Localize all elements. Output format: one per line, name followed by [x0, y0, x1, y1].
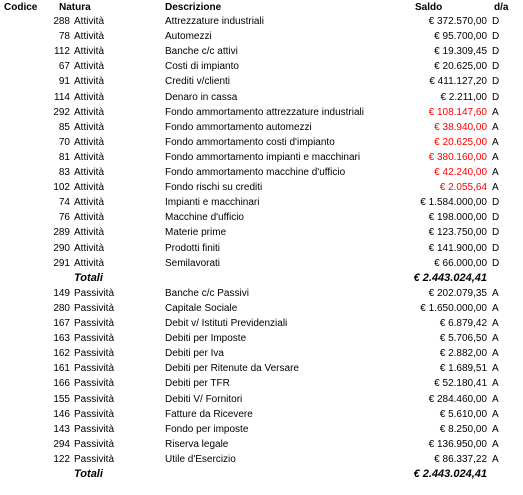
table-row	[0, 14, 523, 29]
totali-saldo: € 2.443.024,41	[413, 271, 487, 284]
header-codice: Codice	[4, 2, 38, 13]
table-row	[0, 331, 523, 346]
totali-label: Totali	[74, 468, 103, 480]
row-natura: Attività	[74, 257, 105, 269]
row-saldo: € 52.180,41	[434, 378, 487, 390]
row-natura: Attività	[74, 197, 105, 209]
row-natura: Attività	[74, 46, 105, 58]
row-natura: Attività	[74, 136, 105, 148]
row-codice: 292	[53, 106, 70, 118]
table-row	[0, 180, 523, 195]
table-row	[0, 452, 523, 467]
row-saldo: € 5.706,50	[439, 333, 487, 345]
totali-attivita-row	[0, 271, 523, 286]
table-row	[0, 301, 523, 316]
row-descrizione: Impianti e macchinari	[165, 197, 260, 209]
row-descrizione: Debiti per Ritenute da Versare	[165, 363, 299, 375]
row-descrizione: Fondo per imposte	[165, 423, 249, 435]
row-natura: Attività	[74, 212, 105, 224]
totali-saldo: € 2.443.024,41	[413, 468, 487, 480]
header-saldo: Saldo	[415, 2, 443, 13]
row-natura: Attività	[74, 91, 105, 103]
row-codice: 149	[53, 287, 70, 299]
row-saldo: € 1.584.000,00	[420, 197, 487, 209]
row-saldo: € 6.879,42	[439, 318, 487, 329]
row-saldo: € 380.160,00	[428, 151, 487, 163]
table-row	[0, 286, 523, 301]
row-saldo: € 2.882,00	[439, 348, 487, 360]
row-saldo: € 1.650.000,00	[420, 302, 487, 314]
row-codice: 76	[58, 212, 70, 224]
row-da: A	[492, 167, 499, 178]
row-da: A	[492, 287, 499, 299]
row-da: A	[492, 121, 499, 133]
row-saldo: € 202.079,35	[428, 287, 487, 299]
row-codice: 74	[58, 197, 70, 209]
row-descrizione: Debiti V/ Fornitori	[165, 393, 243, 405]
table-row	[0, 150, 523, 165]
row-da: D	[492, 31, 500, 43]
row-natura: Attività	[74, 167, 105, 178]
table-row	[0, 422, 523, 437]
row-da: A	[492, 378, 499, 390]
row-descrizione: Crediti v/clienti	[165, 76, 231, 88]
row-da: A	[492, 363, 499, 375]
row-saldo: € 372.570,00	[428, 16, 487, 27]
row-natura: Attività	[74, 61, 105, 73]
row-da: A	[492, 423, 499, 435]
row-saldo: € 20.625,00	[434, 61, 487, 73]
row-natura: Attività	[74, 151, 105, 163]
row-natura: Passività	[74, 378, 115, 390]
row-natura: Passività	[74, 363, 115, 375]
row-codice: 155	[53, 393, 70, 405]
row-descrizione: Debit v/ Istituti Previdenziali	[165, 318, 288, 329]
row-saldo: € 38.940,00	[434, 121, 487, 133]
table-row	[0, 361, 523, 376]
row-descrizione: Capitale Sociale	[165, 302, 238, 314]
row-natura: Passività	[74, 318, 115, 329]
row-natura: Passività	[74, 438, 115, 450]
table-row	[0, 105, 523, 120]
row-descrizione: Debiti per Iva	[165, 348, 224, 360]
row-natura: Attività	[74, 182, 105, 194]
row-natura: Attività	[74, 106, 105, 118]
row-natura: Passività	[74, 423, 115, 435]
row-natura: Passività	[74, 287, 115, 299]
row-descrizione: Fondo rischi su crediti	[165, 182, 263, 194]
row-codice: 70	[58, 136, 70, 148]
row-da: A	[492, 106, 499, 118]
row-codice: 291	[53, 257, 70, 269]
row-natura: Passività	[74, 393, 115, 405]
row-natura: Passività	[74, 408, 115, 420]
row-descrizione: Debiti per TFR	[165, 378, 230, 390]
row-descrizione: Utile d'Esercizio	[165, 453, 236, 465]
row-codice: 167	[53, 318, 70, 329]
row-da: A	[492, 453, 499, 465]
row-saldo: € 108.147,60	[428, 106, 487, 118]
table-row	[0, 225, 523, 240]
row-da: A	[492, 318, 499, 329]
row-da: D	[492, 212, 500, 224]
row-saldo: € 19.309,45	[434, 46, 487, 58]
row-saldo: € 66.000,00	[434, 257, 487, 269]
row-natura: Attività	[74, 76, 105, 88]
table-row	[0, 44, 523, 59]
row-natura: Attività	[74, 227, 105, 239]
row-da: A	[492, 333, 499, 345]
row-saldo: € 284.460,00	[428, 393, 487, 405]
row-descrizione: Denaro in cassa	[165, 91, 238, 103]
table-row	[0, 59, 523, 74]
row-descrizione: Fondo ammortamento attrezzature industriali	[165, 106, 364, 118]
row-da: D	[492, 61, 500, 73]
row-codice: 162	[53, 348, 70, 360]
row-descrizione: Costi di impianto	[165, 61, 239, 73]
table-row	[0, 74, 523, 89]
row-codice: 67	[58, 61, 70, 73]
row-da: A	[492, 302, 499, 314]
row-saldo: € 411.127,20	[429, 76, 487, 88]
row-codice: 102	[53, 182, 70, 194]
row-da: A	[492, 348, 499, 360]
row-da: A	[492, 182, 499, 194]
row-da: A	[492, 136, 499, 148]
table-row	[0, 135, 523, 150]
row-saldo: € 198.000,00	[428, 212, 487, 224]
row-descrizione: Semilavorati	[165, 257, 221, 269]
row-saldo: € 42.240,00	[434, 167, 487, 178]
row-da: D	[492, 197, 500, 209]
row-da: A	[492, 393, 499, 405]
table-row	[0, 407, 523, 422]
row-saldo: € 86.337,22	[434, 453, 487, 465]
table-row	[0, 195, 523, 210]
table-row	[0, 437, 523, 452]
row-descrizione: Automezzi	[165, 31, 212, 43]
table-row	[0, 210, 523, 225]
row-natura: Attività	[74, 242, 105, 254]
header-row	[0, 0, 523, 15]
table-row	[0, 241, 523, 256]
table-row	[0, 90, 523, 105]
row-codice: 143	[53, 423, 70, 435]
table-row	[0, 392, 523, 407]
row-descrizione: Fondo ammortamento impianti e macchinari	[165, 151, 361, 163]
row-saldo: € 1.689,51	[439, 363, 487, 375]
row-saldo: € 123.750,00	[428, 227, 487, 239]
row-codice: 166	[53, 378, 70, 390]
table-row	[0, 256, 523, 271]
row-natura: Attività	[74, 121, 105, 133]
row-da: A	[492, 408, 499, 420]
row-da: D	[492, 76, 500, 88]
row-codice: 280	[53, 302, 70, 314]
row-da: D	[492, 242, 500, 254]
row-natura: Attività	[74, 16, 105, 27]
row-codice: 81	[58, 151, 70, 163]
row-saldo: € 136.950,00	[428, 438, 487, 450]
row-saldo: € 2.211,00	[440, 91, 487, 103]
totali-passivita-row	[0, 467, 523, 482]
row-da: D	[492, 91, 500, 103]
row-descrizione: Prodotti finiti	[165, 242, 221, 254]
row-saldo: € 20.625,00	[434, 136, 487, 148]
row-saldo: € 2.055,64	[439, 182, 487, 194]
row-codice: 78	[58, 31, 70, 43]
row-saldo: € 95.700,00	[434, 31, 487, 43]
row-codice: 114	[54, 91, 70, 103]
row-descrizione: Fondo ammortamento automezzi	[165, 121, 312, 133]
row-descrizione: Attrezzature industriali	[165, 16, 264, 27]
row-natura: Passività	[74, 333, 115, 345]
row-codice: 289	[53, 227, 70, 239]
row-codice: 288	[53, 16, 70, 27]
header-da: d/a	[494, 2, 509, 13]
table-row	[0, 165, 523, 180]
row-da: D	[492, 46, 500, 58]
row-codice: 161	[53, 363, 70, 375]
row-descrizione: Banche c/c attivi	[165, 46, 238, 58]
row-descrizione: Fondo ammortamento costi d'impianto	[165, 136, 335, 148]
row-da: D	[492, 257, 500, 269]
row-natura: Passività	[74, 453, 115, 465]
row-codice: 91	[58, 76, 70, 88]
row-codice: 290	[53, 242, 70, 254]
table-row	[0, 376, 523, 391]
row-natura: Attività	[74, 31, 105, 43]
table-row	[0, 29, 523, 44]
row-codice: 85	[58, 121, 70, 133]
row-descrizione: Fatture da Ricevere	[165, 408, 253, 420]
table-row	[0, 316, 523, 331]
row-codice: 112	[54, 46, 70, 58]
row-codice: 294	[53, 438, 70, 450]
row-descrizione: Fondo ammortamento macchine d'ufficio	[165, 167, 346, 178]
table-row	[0, 346, 523, 361]
row-descrizione: Debiti per Imposte	[165, 333, 247, 345]
row-descrizione: Riserva legale	[165, 438, 229, 450]
totali-label: Totali	[74, 271, 103, 284]
row-saldo: € 5.610,00	[439, 408, 487, 420]
row-natura: Passività	[74, 348, 115, 360]
row-da: A	[492, 438, 499, 450]
row-da: D	[492, 16, 500, 27]
row-descrizione: Materie prime	[165, 227, 227, 239]
row-da: D	[492, 227, 500, 239]
header-natura: Natura	[59, 2, 91, 13]
row-descrizione: Banche c/c Passivi	[165, 287, 249, 299]
row-codice: 146	[53, 408, 70, 420]
row-codice: 83	[58, 167, 70, 178]
header-descrizione: Descrizione	[165, 2, 222, 13]
row-codice: 122	[53, 453, 70, 465]
row-saldo: € 141.900,00	[428, 242, 487, 254]
row-codice: 163	[53, 333, 70, 345]
row-descrizione: Macchine d'ufficio	[165, 212, 244, 224]
table-row	[0, 120, 523, 135]
row-saldo: € 8.250,00	[439, 423, 487, 435]
row-natura: Passività	[74, 302, 115, 314]
row-da: A	[492, 151, 499, 163]
